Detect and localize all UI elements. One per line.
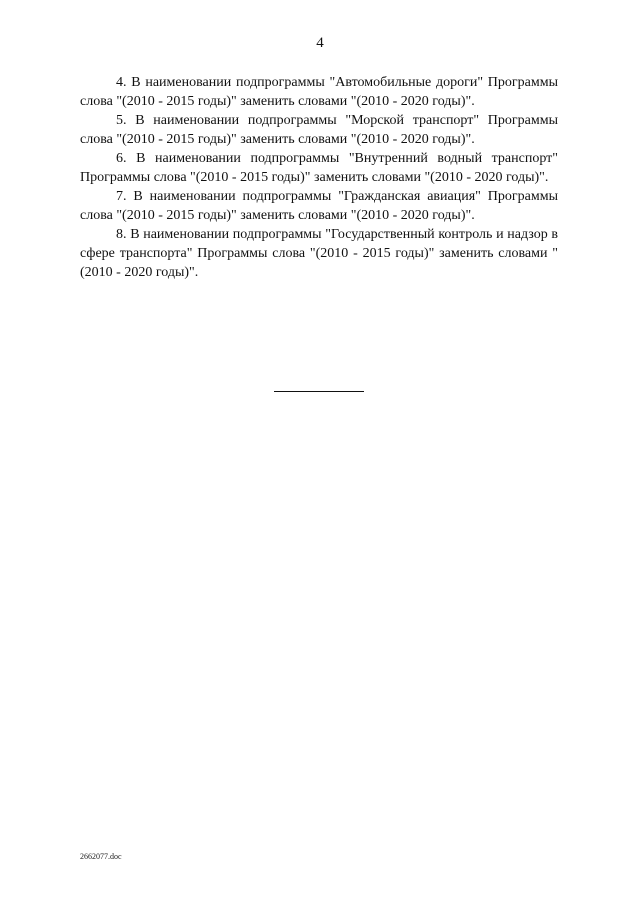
paragraph-item-7: 7. В наименовании подпрограммы "Гражданская авиация" Программы слова "(2010 - 2015 годы)" заменить словами "(2010 - 2020 годы)". [80,189,558,223]
paragraph-item-8: 8. В наименовании подпрограммы "Государственный контроль и надзор в сфере транспорта" Программы слова "(2010 - 2015 годы)" заменить словами "(2010 - 2020 годы)". [80,227,558,280]
paragraph-item-4: 4. В наименовании подпрограммы "Автомобильные дороги" Программы слова "(2010 - 2015 годы)" заменить словами "(2010 - 2020 годы)". [80,75,558,109]
paragraph-item-5: 5. В наименовании подпрограммы "Морской транспорт" Программы слова "(2010 - 2015 годы)" заменить словами "(2010 - 2020 годы)". [80,113,558,147]
document-id: 2662077.doc [80,852,122,861]
end-divider [274,391,364,392]
page-number: 4 [316,35,324,51]
document-body [80,73,558,282]
paragraph-item-6: 6. В наименовании подпрограммы "Внутренний водный транспорт" Программы слова "(2010 - 2015 годы)" заменить словами "(2010 - 2020 годы)". [80,151,558,185]
